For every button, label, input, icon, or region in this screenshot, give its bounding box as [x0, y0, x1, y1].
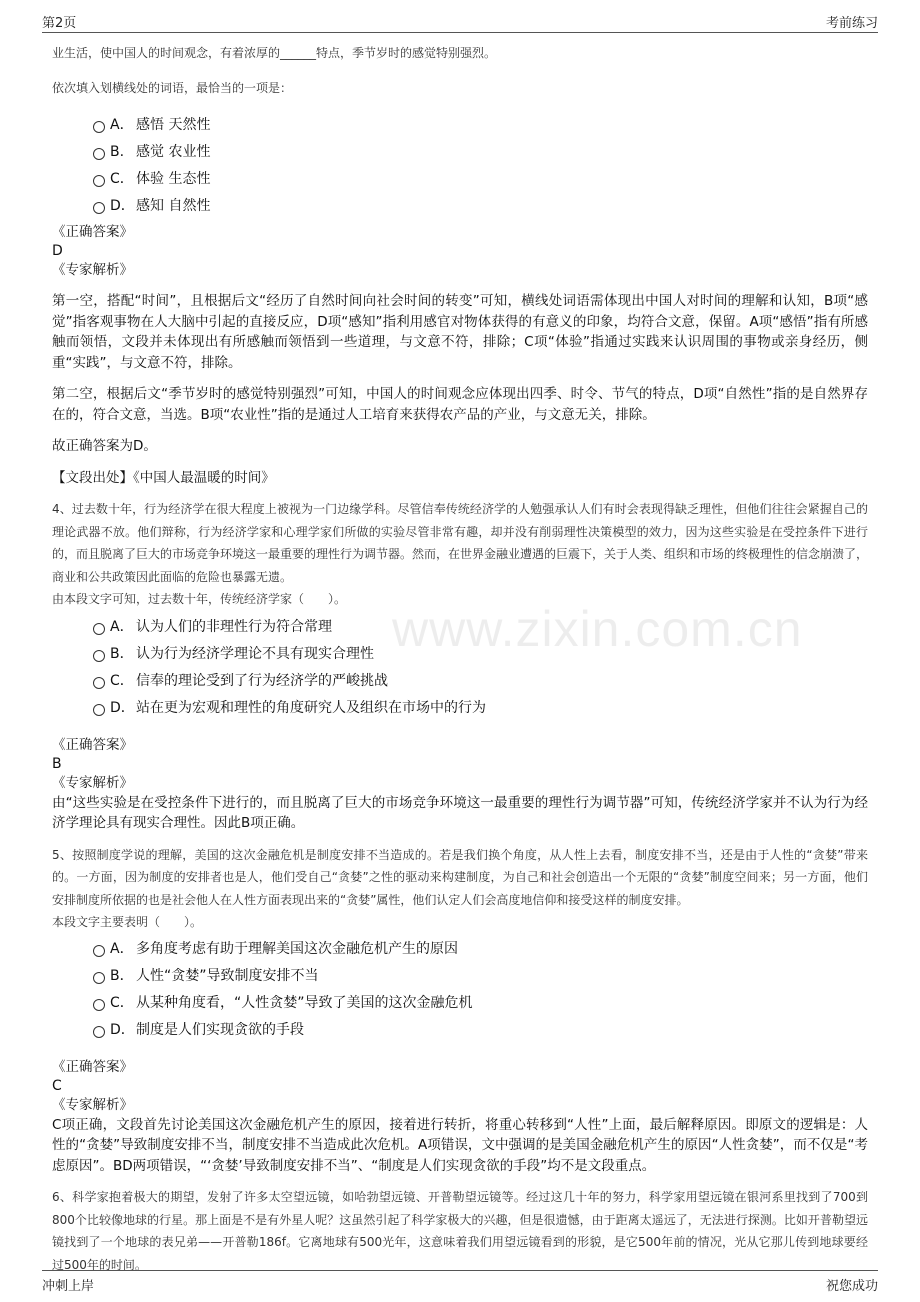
q3-source: 【文段出处】《中国人最温暖的时间》	[52, 469, 275, 486]
q5-passage: 5、按照制度学说的理解，美国的这次金融危机是制度安排不当造成的。若是我们换个角度，从人性上去看，制度安排不当，还是由于人性的“贪婪”带来的。一方面，因为制度的安排者也是人，他们受自己“贪婪”之性的驱动来构建制度，为自己和社会创造出一个无限的“贪婪”制度空间来；另一方面，他们安排制度所依据的也是社会他人在人性方面表现出来的“贪婪”属性，他们认定人们会高度地信仰和接受这样的制度安排。	[52, 847, 868, 907]
q3-passage-tail: 业生活，使中国人的时间观念，有着浓厚的______特点，季节岁时的感觉特别强烈。	[52, 46, 497, 60]
page-number: 第2页	[42, 16, 77, 31]
header-title: 考前练习	[825, 16, 878, 31]
q3-analysis-label: 《专家解析》	[52, 262, 133, 278]
q5-analysis-label: 《专家解析》	[52, 1096, 133, 1113]
q3-option-a[interactable]: A． 感悟 天然性	[52, 112, 868, 139]
q3-analysis-p1: 第一空，搭配“时间”，且根据后文“经历了自然时间向社会时间的转变”可知，横线处词语需体现出中国人对时间的理解和认知，B项“感觉”指客观事物在人大脑中引起的直接反应，D项“感知”指利用感官对物体获得的有意义的印象，均符合文意，保留。A项“感悟”指有所感触而领悟，文段并未体现出有所感触而领悟到一些道理，与文意不符，排除；C项“体验”指通过实践来认识周围的事物或亲身经历，侧重“实践”，与文意不符，排除。	[52, 293, 868, 371]
q4-answer: B	[52, 755, 62, 772]
q3-options	[52, 112, 868, 220]
q4-options	[52, 614, 868, 722]
q4-analysis: 由“这些实验是在受控条件下进行的，而且脱离了巨大的市场竞争环境这一最重要的理性行为调节器”可知，传统经济学家并不认为行为经济学理论具有现实合理性。因此B项正确。	[52, 794, 868, 831]
q3-option-d[interactable]: D．感知 自然性	[52, 193, 868, 220]
radio-icon[interactable]	[93, 945, 105, 957]
q4-option-b[interactable]: B． 认为行为经济学理论不具有现实合理性	[52, 641, 868, 668]
q5-option-c[interactable]: C． 从某种角度看，“人性贪婪”导致了美国的这次金融危机	[52, 990, 868, 1017]
q3-option-b[interactable]: B. 感觉 农业性	[52, 139, 868, 166]
q4-option-a[interactable]: A． 认为人们的非理性行为符合常理	[52, 614, 868, 641]
watermark: www.zixin.com.cn	[392, 601, 803, 657]
q4-option-d[interactable]: D．站在更为宏观和理性的角度研究人及组织在市场中的行为	[52, 695, 868, 722]
radio-icon[interactable]	[93, 175, 105, 187]
document-body	[52, 42, 868, 1276]
q5-prompt: 本段文字主要表明（ ）。	[52, 915, 203, 929]
radio-icon[interactable]	[93, 972, 105, 984]
footer-right-text: 祝您成功	[825, 1279, 878, 1294]
q3-analysis-p2: 第二空，根据后文“季节岁时的感觉特别强烈”可知，中国人的时间观念应体现出四季、时令、节气的特点，D项“自然性”指的是自然界存在的，符合文意，当选。B项“农业性”指的是通过人工培育来获得农产品的产业，与文意无关，排除。	[52, 386, 868, 423]
radio-icon[interactable]	[93, 121, 105, 133]
q4-analysis-label: 《专家解析》	[52, 774, 133, 791]
radio-icon[interactable]	[93, 704, 105, 716]
q5-answer-label: 《正确答案》	[52, 1058, 133, 1075]
q5-analysis: C项正确，文段首先讨论美国这次金融危机产生的原因，接着进行转折，将重心转移到“人性”上面，最后解释原因。即原文的逻辑是：人性的“贪婪”导致制度安排不当，制度安排不当造成此次危机。A项错误，文中强调的是美国金融危机产生的原因“人性贪婪”，而不仅是“考虑原因”。BD两项错误，“‘贪婪’导致制度安排不当”、“制度是人们实现贪欲的手段”均不是文段重点。	[52, 1116, 868, 1174]
radio-icon[interactable]	[93, 1026, 105, 1038]
q3-option-c[interactable]: C． 体验 生态性	[52, 166, 868, 193]
q3-answer-label: 《正确答案》	[52, 224, 133, 240]
q5-options	[52, 936, 868, 1044]
radio-icon[interactable]	[93, 148, 105, 160]
q3-answer: D	[52, 243, 63, 259]
q3-prompt: 依次填入划横线处的词语，最恰当的一项是：	[52, 80, 293, 95]
q3-analysis-conclusion: 故正确答案为D。	[52, 438, 157, 454]
q4-option-c[interactable]: C． 信奉的理论受到了行为经济学的严峻挑战	[52, 668, 868, 695]
footer-left-text: 冲刺上岸	[42, 1279, 95, 1294]
q5-option-d[interactable]: D．制度是人们实现贪欲的手段	[52, 1017, 868, 1044]
q4-prompt: 由本段文字可知，过去数十年，传统经济学家（ ）。	[52, 592, 347, 606]
q6-passage: 6、科学家抱着极大的期望，发射了许多太空望远镜，如哈勃望远镜、开普勒望远镜等。经过这几十年的努力，科学家用望远镜在银河系里找到了700到800个比较像地球的行星。那上面是不是有外星人呢？这虽然引起了科学家极大的兴趣，但是很遗憾，由于距离太遥远了，无法进行探测。比如开普勒望远镜找到了一个地球的表兄弟——开普勒186f。它离地球有500光年，这意味着我们用望远镜看到的形貌，是它500年前的情况，光从它那儿传到地球要经过500年的时间。	[52, 1190, 868, 1272]
radio-icon[interactable]	[93, 650, 105, 662]
radio-icon[interactable]	[93, 623, 105, 635]
q4-answer-label: 《正确答案》	[52, 736, 133, 753]
q5-answer: C	[52, 1077, 62, 1094]
radio-icon[interactable]	[93, 202, 105, 214]
radio-icon[interactable]	[93, 677, 105, 689]
q5-option-b[interactable]: B． 人性“贪婪”导致制度安排不当	[52, 963, 868, 990]
q5-option-a[interactable]: A． 多角度考虑有助于理解美国这次金融危机产生的原因	[52, 936, 868, 963]
page-header	[42, 10, 878, 33]
page-footer	[42, 1270, 878, 1295]
q4-passage: 4、过去数十年，行为经济学在很大程度上被视为一门边缘学科。尽管信奉传统经济学的人勉强承认人们有时会表现得缺乏理性，但他们往往会紧握自己的理论武器不放。他们辩称，行为经济学家和心理学家们所做的实验尽管非常有趣，却并没有削弱理性决策模型的效力，因为这些实验是在受控条件下进行的，而且脱离了巨大的市场竞争环境这一最重要的理性行为调节器。然而，在世界金融业遭遇的巨震下，关于人类、组织和市场的终极理性的信念崩溃了，商业和公共政策因此面临的危险也暴露无遗。	[52, 502, 869, 584]
radio-icon[interactable]	[93, 999, 105, 1011]
